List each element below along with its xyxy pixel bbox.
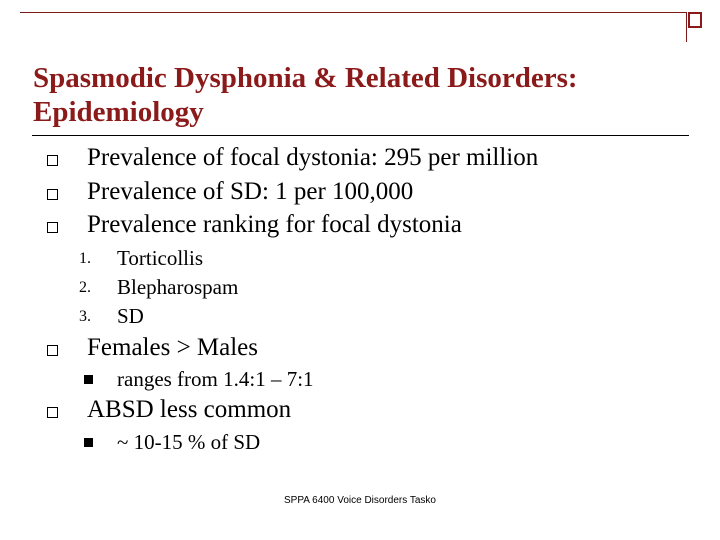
list-number: 1. [79,250,91,267]
corner-decoration [688,12,702,28]
hollow-square-bullet-icon [47,222,58,233]
ranking-item: Blepharospam [117,275,239,299]
bullet-text: Prevalence of SD: 1 per 100,000 [87,178,414,205]
slide-footer: SPPA 6400 Voice Disorders Tasko [284,495,436,506]
hollow-square-bullet-icon [47,407,58,418]
list-number: 2. [79,279,91,296]
sub-bullet-text: ~ 10-15 % of SD [117,430,261,454]
bullet-text: Prevalence ranking for focal dystonia [87,211,462,238]
ranking-item: SD [117,304,144,328]
hollow-square-bullet-icon [47,345,58,356]
ranking-item: Torticollis [117,246,204,270]
bullet-text: ABSD less common [87,396,292,423]
hollow-square-bullet-icon [47,155,58,166]
slide-title: Spasmodic Dysphonia & Related Disorders: Epidemiology [33,62,578,128]
hollow-square-bullet-icon [47,189,58,200]
bullet-text: Females > Males [87,334,259,361]
slide-frame [20,12,687,42]
filled-square-bullet-icon [84,375,93,384]
sub-bullet-text: ranges from 1.4:1 – 7:1 [117,367,314,391]
filled-square-bullet-icon [84,438,93,447]
bullet-text: Prevalence of focal dystonia: 295 per million [87,144,539,171]
title-divider [32,135,689,136]
list-number: 3. [79,308,91,325]
